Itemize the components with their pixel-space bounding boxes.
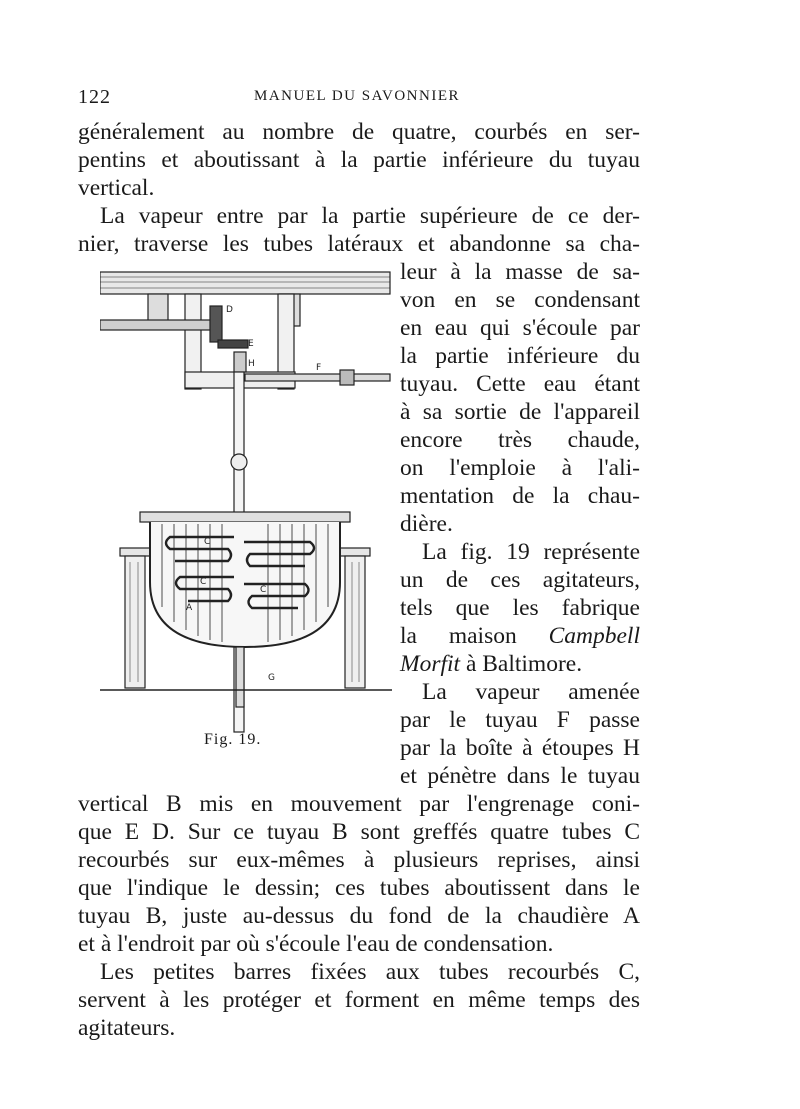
side-line: par le tuyau F passe xyxy=(400,707,640,733)
side-line: par la boîte à étoupes H xyxy=(400,735,640,761)
figure-label: H xyxy=(248,359,255,369)
italic-name: Morfit xyxy=(400,651,461,677)
side-line: tels que les fabrique xyxy=(400,595,640,621)
body-line: nier, traverse les tubes latéraux et abandonne sa cha- xyxy=(78,231,640,257)
side-line: dière. xyxy=(400,511,453,537)
paragraph-start: La fig. 19 représente xyxy=(422,539,640,565)
body-line: vertical B mis en mouvement par l'engrenage coni- xyxy=(78,791,640,817)
side-line: en eau qui s'écoule par xyxy=(400,315,640,341)
side-line: von en se condensant xyxy=(400,287,640,313)
figure-label: C xyxy=(204,537,211,547)
body-line: vertical. xyxy=(78,175,155,201)
figure-label: D xyxy=(226,305,233,315)
body-line: servent à les protéger et forment en même temps des xyxy=(78,987,640,1013)
figure-label: C xyxy=(200,577,207,587)
body-line: et à l'endroit par où s'écoule l'eau de condensation. xyxy=(78,931,554,957)
page-header xyxy=(78,86,638,110)
side-line: on l'emploie à l'ali- xyxy=(400,455,640,481)
body-line: que l'indique le dessin; ces tubes aboutissent dans le xyxy=(78,875,640,901)
figure-label: F xyxy=(316,363,322,373)
side-line: un de ces agitateurs, xyxy=(400,567,640,593)
text-span: la maison xyxy=(400,623,549,649)
figure-label: C xyxy=(260,585,267,595)
body-line: recourbés sur eux-mêmes à plusieurs reprises, ainsi xyxy=(78,847,640,873)
figure-caption: Fig. 19. xyxy=(204,731,262,748)
side-line: tuyau. Cette eau étant xyxy=(400,371,640,397)
side-line xyxy=(400,622,640,650)
body-line: que E D. Sur ce tuyau B sont greffés quatre tubes C xyxy=(78,819,640,845)
side-line: la partie inférieure du xyxy=(400,343,640,369)
body-line: pentins et aboutissant à la partie inférieure du tuyau xyxy=(78,147,640,173)
page-number: 122 xyxy=(78,86,111,108)
side-line: et pénètre dans le tuyau xyxy=(400,763,640,789)
body-line: tuyau B, juste au-dessus du fond de la chaudière A xyxy=(78,903,640,929)
figure-label: E xyxy=(248,339,254,349)
side-line: mentation de la chau- xyxy=(400,483,640,509)
paragraph-start: La vapeur entre par la partie supérieure de ce der- xyxy=(100,203,640,229)
italic-name: Campbell xyxy=(548,623,640,649)
side-line: leur à la masse de sa- xyxy=(400,259,640,285)
paragraph-start: La vapeur amenée xyxy=(422,679,640,705)
paragraph-start: Les petites barres fixées aux tubes recourbés C, xyxy=(100,959,640,985)
body-line: agitateurs. xyxy=(78,1015,176,1041)
body-line: généralement au nombre de quatre, courbés en ser- xyxy=(78,119,640,145)
side-line xyxy=(400,650,640,678)
figure-label: G xyxy=(268,673,275,683)
side-line: encore très chaude, xyxy=(400,427,640,453)
running-title: MANUEL DU SAVONNIER xyxy=(254,88,461,104)
text-span: à Baltimore. xyxy=(460,651,583,677)
agitator-illustration xyxy=(100,262,392,742)
side-line: à sa sortie de l'appareil xyxy=(400,399,640,425)
figure-label: A xyxy=(186,603,193,613)
